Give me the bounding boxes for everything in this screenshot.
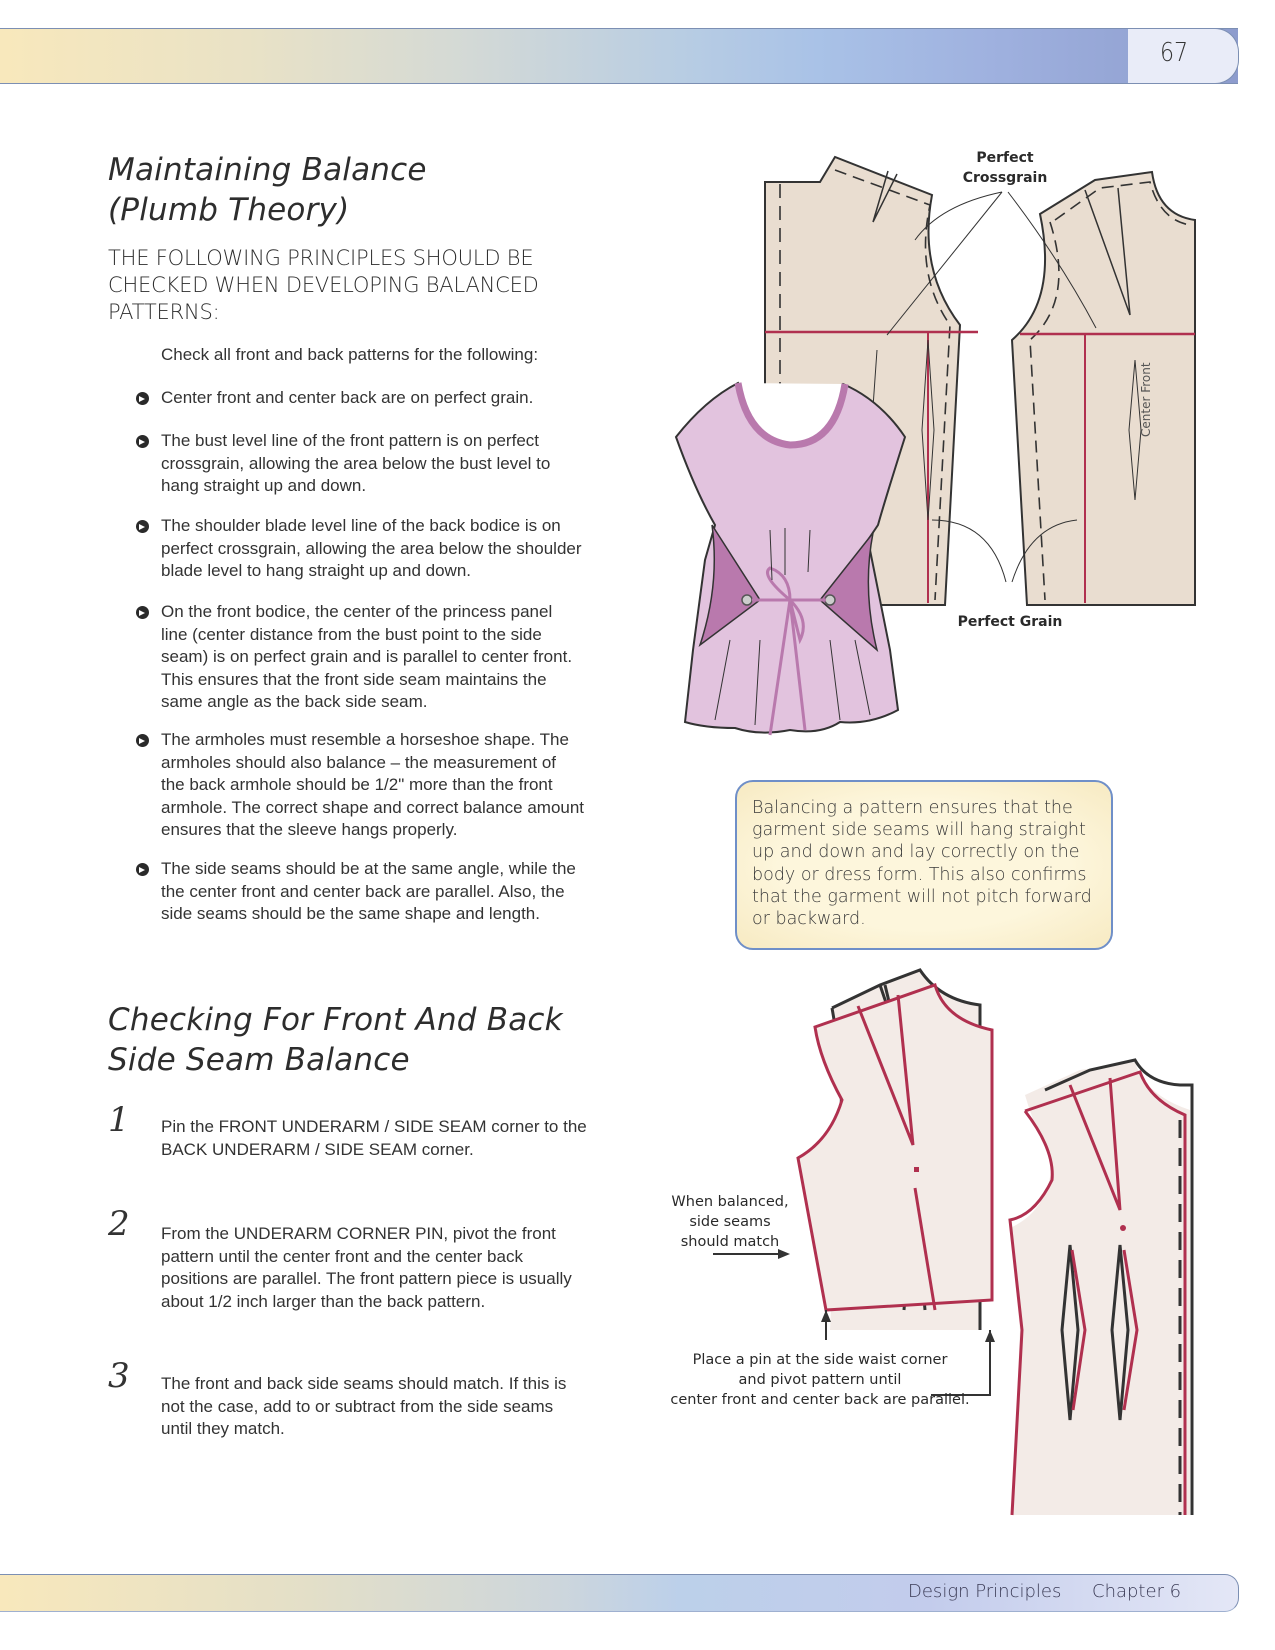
step-line: until they match. (161, 1419, 285, 1438)
step-number: 2 (108, 1204, 130, 1244)
label-place-pin (660, 1350, 980, 1410)
label-line: should match (680, 1234, 780, 1250)
subhead-line: THE FOLLOWING PRINCIPLES SHOULD BE (108, 246, 534, 270)
step-line: From the UNDERARM CORNER PIN, pivot the front (161, 1224, 556, 1243)
step-line: The front and back side seams should match. If this is (161, 1374, 567, 1393)
label-line: and pivot pattern until (738, 1372, 902, 1388)
item-line: The armholes must resemble a horseshoe shape. The (161, 730, 569, 749)
label-line: center front and center back are parallel. (670, 1392, 970, 1408)
step-number: 1 (108, 1100, 130, 1140)
item-line: same angle as the back side seam. (161, 692, 428, 711)
item-line: perfect crossgrain, allowing the area below the shoulder (161, 538, 582, 558)
step-line: not the case, add to or subtract from the side seams (161, 1396, 554, 1416)
step-line: about 1/2 inch larger than the back pattern. (161, 1291, 486, 1311)
step-line: Pin the FRONT UNDERARM / SIDE SEAM corner to the (161, 1117, 587, 1136)
subhead-line: PATTERNS: (108, 300, 220, 324)
item-line: Center front and center back are on perfect grain. (161, 388, 534, 407)
item-line: side seams should be the same shape and length. (161, 904, 540, 923)
item-line: blade level to hang straight up and down. (161, 561, 472, 580)
item-line: This ensures that the front side seam maintains the (161, 669, 547, 689)
footer-chapter: Chapter 6 (1092, 1581, 1182, 1602)
title-line: Maintaining Balance (108, 152, 427, 188)
label-when-balanced (660, 1192, 800, 1252)
item-line: seam) is on perfect grain and is parallel to center front. (161, 647, 573, 666)
subhead-line: CHECKED WHEN DEVELOPING BALANCED (108, 273, 539, 297)
item-line: the back armhole should be 1/2" more than the front (161, 775, 553, 794)
callout-text: Balancing a pattern ensures that the garment side seams will hang straight up and down and lay correctly on the body or dress form. This also confirms that the garment will not pitch forward or backward. (752, 798, 1092, 930)
label-perfect-grain: Perfect Grain (957, 614, 1063, 630)
item-line: line (center distance from the bust point to the side (161, 624, 542, 644)
item-line: hang straight up and down. (161, 476, 367, 495)
title-line: Checking For Front And Back (108, 1002, 563, 1038)
label-line: Crossgrain (962, 170, 1048, 186)
item-line: the center front and center back are parallel. Also, the (161, 881, 565, 901)
title-line: Side Seam Balance (108, 1042, 410, 1078)
intro-text: Check all front and back patterns for the following: (161, 345, 539, 364)
step-line: pattern until the center front and the center back (161, 1246, 523, 1266)
item-line: The side seams should be at the same angle, while the (161, 859, 576, 878)
label-line: When balanced, (671, 1194, 789, 1210)
footer-section-name: Design Principles (908, 1581, 1062, 1602)
item-line: crossgrain, allowing the area below the bust level to (161, 453, 551, 473)
title-line: (Plumb Theory) (108, 192, 350, 228)
step-line: positions are parallel. The front pattern piece is usually (161, 1269, 572, 1288)
label-line: Perfect (976, 150, 1034, 166)
item-line: The shoulder blade level line of the back bodice is on (161, 516, 561, 535)
step-number: 3 (108, 1356, 130, 1396)
page-number: 67 (1160, 38, 1189, 68)
label-center-front: Center Front (1139, 362, 1153, 437)
item-line: armhole. The correct shape and correct balance amount (161, 797, 585, 817)
label-line: side seams (689, 1214, 771, 1230)
item-line: The bust level line of the front pattern is on perfect (161, 431, 539, 450)
item-line: ensures that the sleeve hangs properly. (161, 820, 458, 839)
item-line: armholes should also balance – the measurement of (161, 752, 557, 772)
label-line: Place a pin at the side waist corner (692, 1352, 948, 1368)
step-line: BACK UNDERARM / SIDE SEAM corner. (161, 1139, 474, 1159)
item-line: On the front bodice, the center of the princess panel (161, 602, 553, 621)
